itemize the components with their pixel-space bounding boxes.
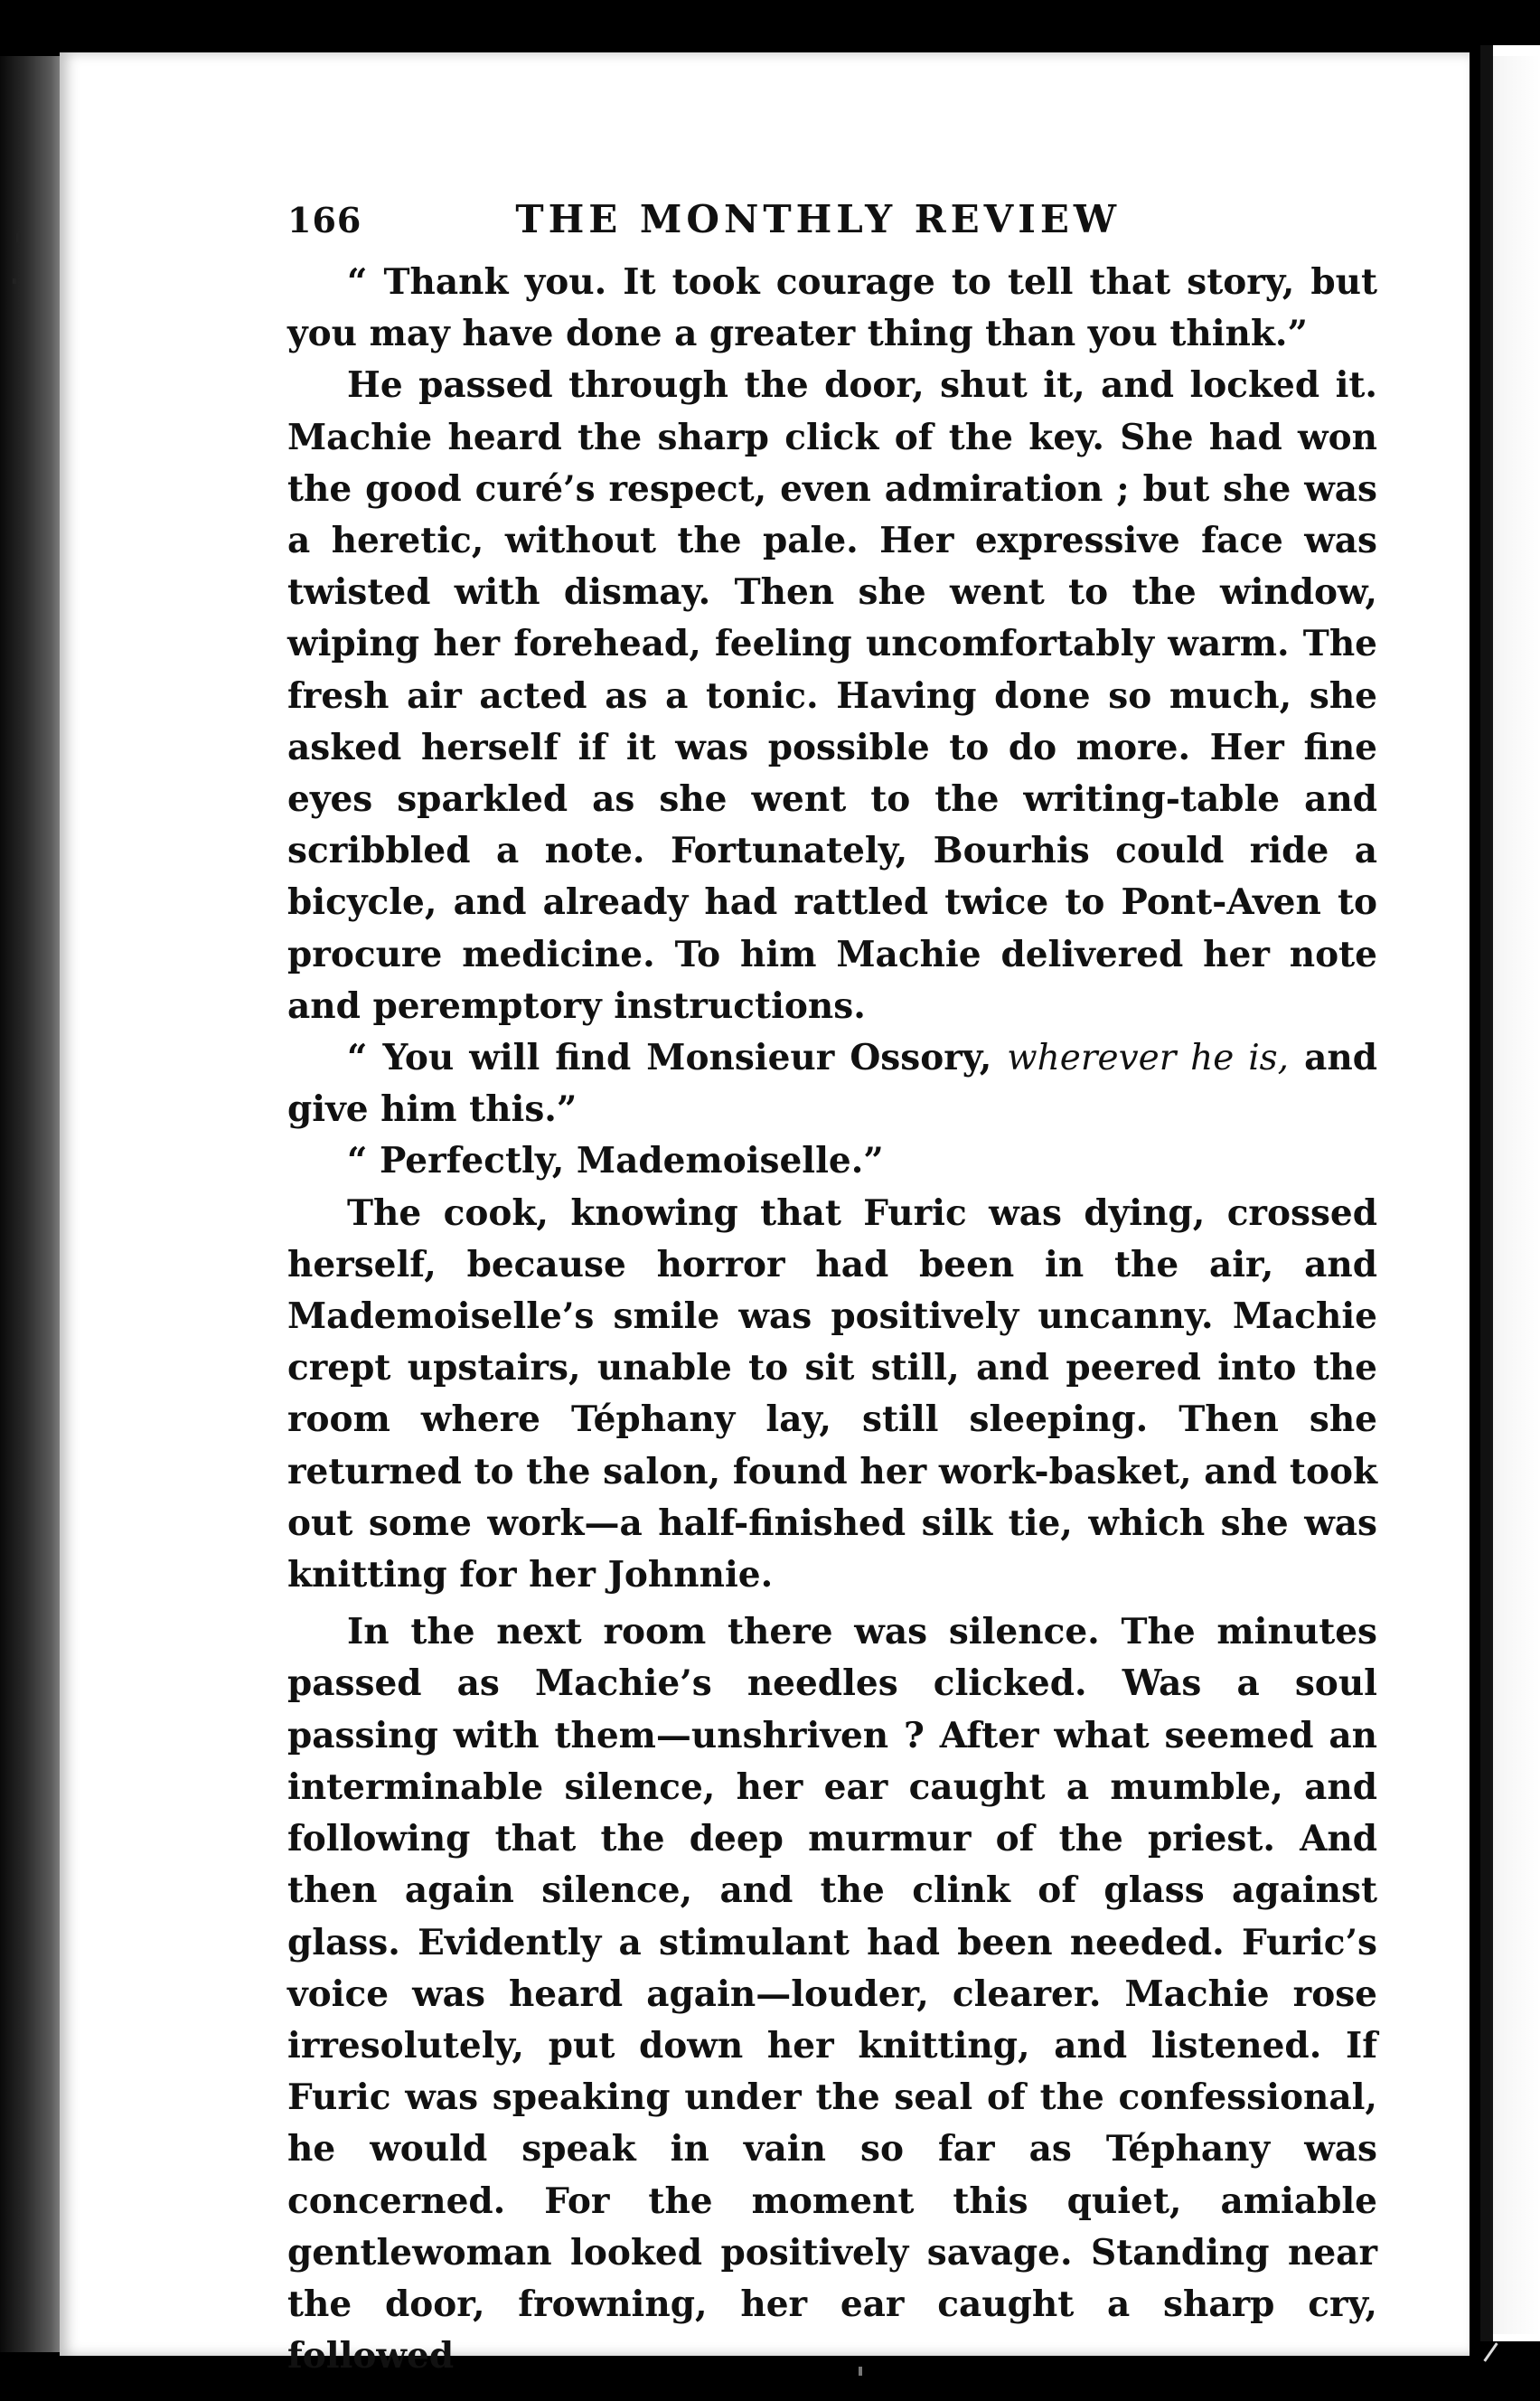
dialogue-before: “ You will find Monsieur Ossory,: [347, 1037, 1008, 1079]
book-spine-edge: [0, 56, 63, 2352]
next-page-leaf: [1493, 56, 1540, 2334]
paragraph-perfectly: “ Perfectly, Mademoiselle.”: [347, 1140, 884, 1182]
scan-speck: [16, 233, 21, 242]
paragraph-next-room: In the next room there was silence. The minutes passed as Machie’s needles clicked. Was a soul passing with them—unshriven ? After what seemed an interminable silence, her ear caught a mumble, and following that the deep murmur of the priest. And then again silence, and the clink of glass against glass. Evidently a stimulant had been needed. Furic’s voice was heard again—louder, clearer. Machie rose irresolutely, put down her knitting, and listened. If Furic was speaking under the seal of the confessional, he would speak in vain so far as Téphany was concerned. For the moment this quiet, amiable gentlewoman looked positively savage. Standing near the door, frowning, her ear caught a sharp cry, followed: [287, 1611, 1377, 2377]
page-text: [287, 197, 1377, 2382]
scan-speck: [13, 278, 16, 284]
dialogue-after: and give him this.”: [287, 1037, 1377, 1131]
paragraph-the-cook: The cook, knowing that Furic was dying, crossed herself, because horror had been in the air, and Mademoiselle’s smile was positively uncanny. Machie crept upstairs, unable to sit still, and peered into the room where Téphany lay, still sleeping. Then she returned to the salon, found her work-basket, and took out some work—a half-finished silk tie, which she was knitting for her Johnnie.: [287, 1191, 1377, 1596]
paragraph-find-ossory: [287, 1032, 1377, 1135]
page-header: [287, 197, 1377, 253]
paragraph-passed-through-door: He passed through the door, shut it, and locked it. Machie heard the sharp click of the key. She had won the good curé’s respect, even admiration ; but she was a heretic, without the pale. Her expressive face was twisted with dismay. Then she went to the window, wiping her forehead, feeling uncomfortably warm. The fresh air acted as a tonic. Having done so much, she asked herself if it was possible to do more. Her fine eyes sparkled as she went to the writing-table and scribbled a note. Fortunately, Bourhis could ride a bicycle, and already had rattled twice to Pont-Aven to procure medicine. To him Machie delivered her note and peremptory instructions.: [287, 364, 1377, 1027]
paragraph-thank-you: “ Thank you. It took courage to tell that story, but you may have done a greater thing than you think.”: [287, 261, 1377, 355]
page-number: 166: [287, 200, 362, 240]
running-head: THE MONTHLY REVIEW: [515, 197, 1122, 241]
italic-phrase: wherever he is,: [1007, 1038, 1290, 1079]
scan-speck: [1483, 2342, 1498, 2361]
